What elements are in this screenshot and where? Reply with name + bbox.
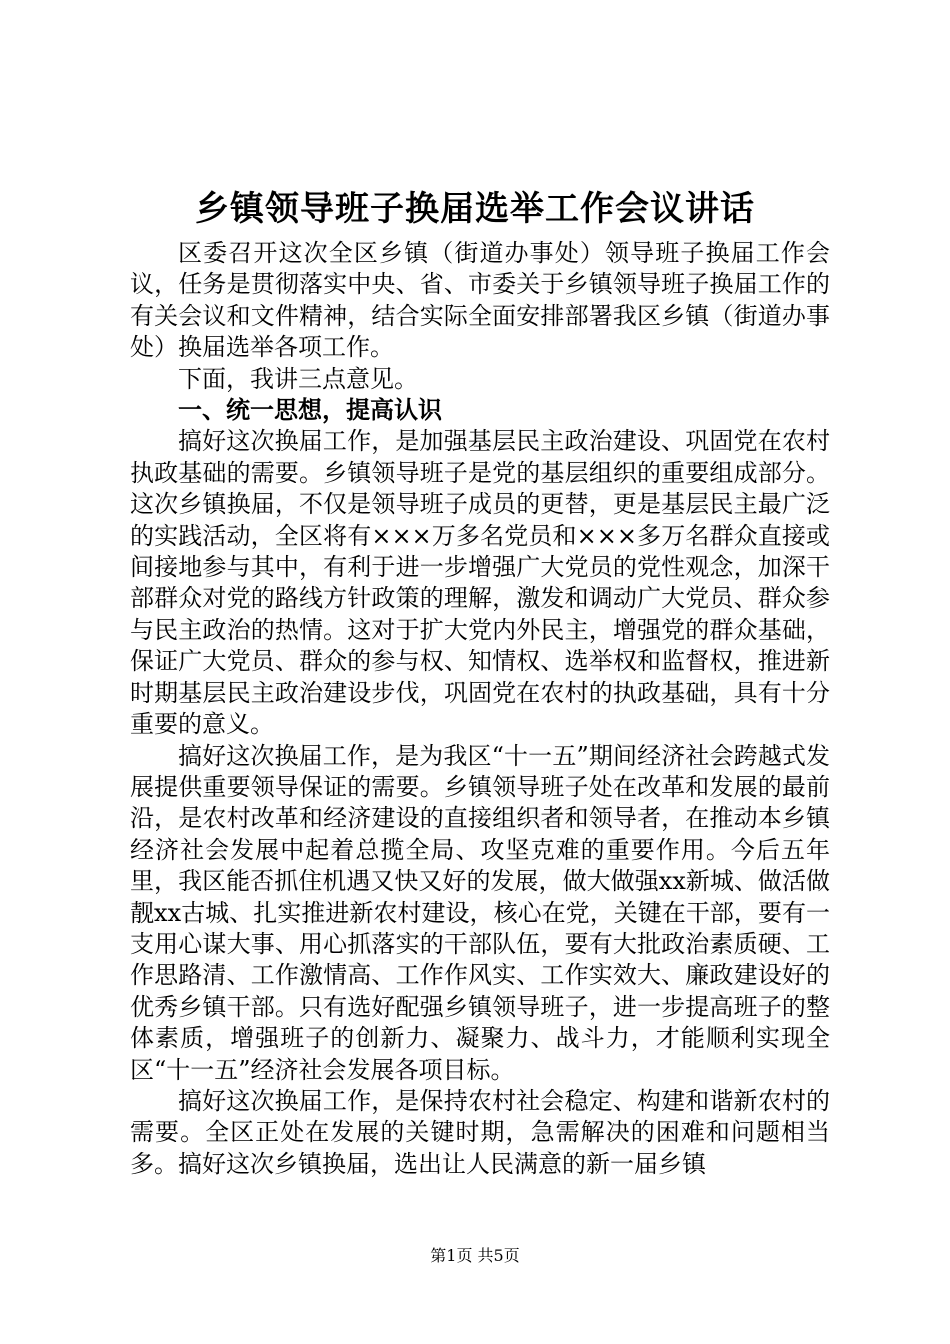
document-body xyxy=(130,238,830,1180)
section-heading: 一、统一思想，提高认识 xyxy=(178,396,442,425)
page-footer: 第1页 共5页 xyxy=(430,1246,520,1265)
body-paragraph-2: 搞好这次换届工作，是为我区“十一五”期间经济社会跨越式发展提供重要领导保证的需要。乡镇领导班子处在改革和发展的最前沿，是农村改革和经济建设的直接组织者和领导者，在推动本乡镇经济社会发展中起着总揽全局、攻坚克难的重要作用。今后五年里，我区能否抓住机遇又快又好的发展，做大做强xx新城、做活做靓xx古城、扎实推进新农村建设，核心在党，关键在干部，要有一支用心谋大事、用心抓落实的干部队伍，要有大批政治素质硬、工作思路清、工作激情高、工作作风实、工作实效大、廉政建设好的优秀乡镇干部。只有选好配强乡镇领导班子，进一步提高班子的整体素质，增强班子的创新力、凝聚力、战斗力，才能顺利实现全区“十一五”经济社会发展各项目标。 xyxy=(130,741,830,1084)
body-paragraph-3: 搞好这次换届工作，是保持农村社会稳定、构建和谐新农村的需要。全区正处在发展的关键时期，急需解决的困难和问题相当多。搞好这次乡镇换届，选出让人民满意的新一届乡镇 xyxy=(130,1086,830,1178)
body-paragraph-1: 搞好这次换届工作，是加强基层民主政治建设、巩固党在农村执政基础的需要。乡镇领导班子是党的基层组织的重要组成部分。这次乡镇换届，不仅是领导班子成员的更替，更是基层民主最广泛的实践活动，全区将有×××万多名党员和×××多万名群众直接或间接地参与其中，有利于进一步增强广大党员的党性观念，加深干部群众对党的路线方针政策的理解，激发和调动广大党员、群众参与民主政治的热情。这对于扩大党内外民主，增强党的群众基础，保证广大党员、群众的参与权、知情权、选举权和监督权，推进新时期基层民主政治建设步伐，巩固党在农村的执政基础，具有十分重要的意义。 xyxy=(130,427,830,739)
document-title: 乡镇领导班子换届选举工作会议讲话 xyxy=(195,189,755,229)
lead-paragraph: 下面，我讲三点意见。 xyxy=(178,364,418,393)
intro-paragraph: 区委召开这次全区乡镇（街道办事处）领导班子换届工作会议，任务是贯彻落实中央、省、市委关于乡镇领导班子换届工作的有关会议和文件精神，结合实际全面安排部署我区乡镇（街道办事处）换届选举各项工作。 xyxy=(130,239,830,362)
